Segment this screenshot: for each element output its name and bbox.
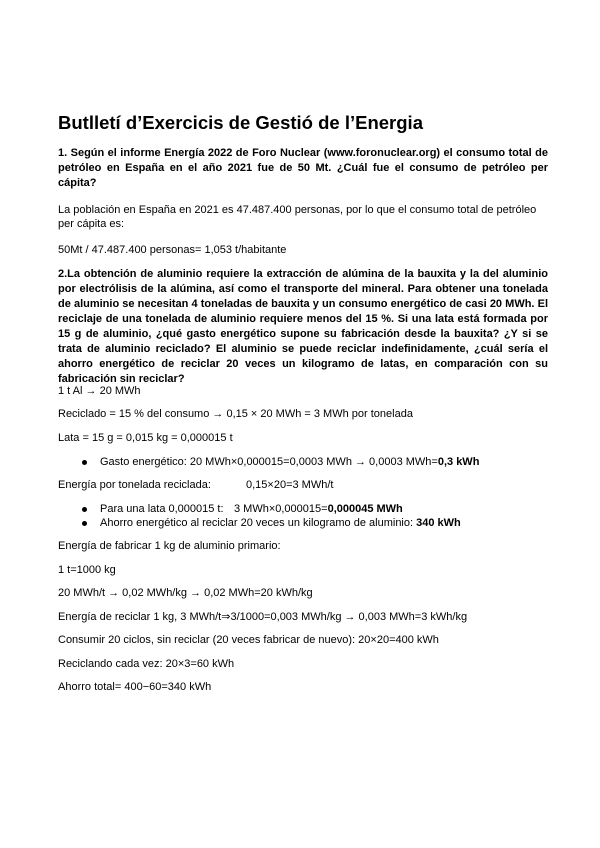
question-2: 2.La obtención de aluminio requiere la extracción de alúmina de la bauxita y la del aluminio por electrólisis de la alúmina, así como el transporte del mineral. Para obtener una tonelada de aluminio se necesitan 4 toneladas de bauxita y un consumo energético de casi 20 MWh. El reciclaje de una tonelada de aluminio requiere menos del 15 %. Si una lata está formada por 15 g de aluminio, ¿qué gasto energético supone su fabricación desde la bauxita? ¿Y si se trata de aluminio reciclado? El aluminio se puede reciclar indefinidamente, ¿cuál sería el ahorro energético de reciclar 20 veces un kilogramo de latas, en comparación con su fabricación sin reciclar? [58, 268, 548, 385]
bullet-1-text: Gasto energético: 20 MWh×0,000015=0,0003 MWh → 0,0003 MWh= [100, 456, 438, 468]
calc-line-7: 20 MWh/t → 0,02 MWh/kg → 0,02 MWh=20 kWh/kg [58, 587, 313, 599]
calc-line-6: 1 t=1000 kg [58, 564, 116, 576]
bullet-2-text: 3 MWh×0,000015= [234, 503, 328, 515]
calc-line-5: Energía de fabricar 1 kg de aluminio primario: [58, 540, 281, 552]
bullet-2-label: Para una lata 0,000015 t: [100, 503, 224, 515]
question-1: 1. Según el informe Energía 2022 de Foro Nuclear (www.foronuclear.org) el consumo total de petróleo en España en el año 2021 fue de 50 Mt. ¿Cuál fue el consumo de petróleo per cápita? [58, 147, 548, 189]
calc-line-3: Lata = 15 g = 0,015 kg = 0,000015 t [58, 432, 233, 444]
calc-line-8: Energía de reciclar 1 kg, 3 MWh/t⇒3/1000=0,003 MWh/kg → 0,003 MWh=3 kWh/kg [58, 611, 468, 623]
answer-1-intro: La población en España en 2021 es 47.487.400 personas, por lo que el consumo total de petróleo per cápita es: [58, 204, 537, 230]
calc-line-10: Reciclando cada vez: 20×3=60 kWh [58, 658, 235, 670]
bullet-3-result: 340 kWh [416, 517, 461, 529]
calc-line-2: Reciclado = 15 % del consumo → 0,15 × 20 MWh = 3 MWh por tonelada [58, 408, 413, 420]
calc-line-4-value: 0,15×20=3 MWh/t [246, 479, 334, 491]
calc-line-4 [58, 478, 548, 492]
document-title: Butlletí d’Exercicis de Gestió de l’Energia [58, 112, 423, 133]
bullet-3-text: Ahorro energético al reciclar 20 veces un kilogramo de aluminio: [100, 517, 414, 529]
bullet-1-result: 0,3 kWh [437, 456, 480, 468]
answer-1-calc: 50Mt / 47.487.400 personas= 1,053 t/habitante [58, 244, 287, 256]
bullet-2-result: 0,000045 MWh [327, 503, 403, 515]
calc-line-11: Ahorro total= 400−60=340 kWh [58, 681, 212, 693]
calc-line-1: 1 t Al → 20 MWh [58, 385, 141, 397]
calc-line-4-label: Energía por tonelada reciclada: [58, 479, 211, 491]
calc-line-9: Consumir 20 ciclos, sin reciclar (20 veces fabricar de nuevo): 20×20=400 kWh [58, 634, 439, 646]
